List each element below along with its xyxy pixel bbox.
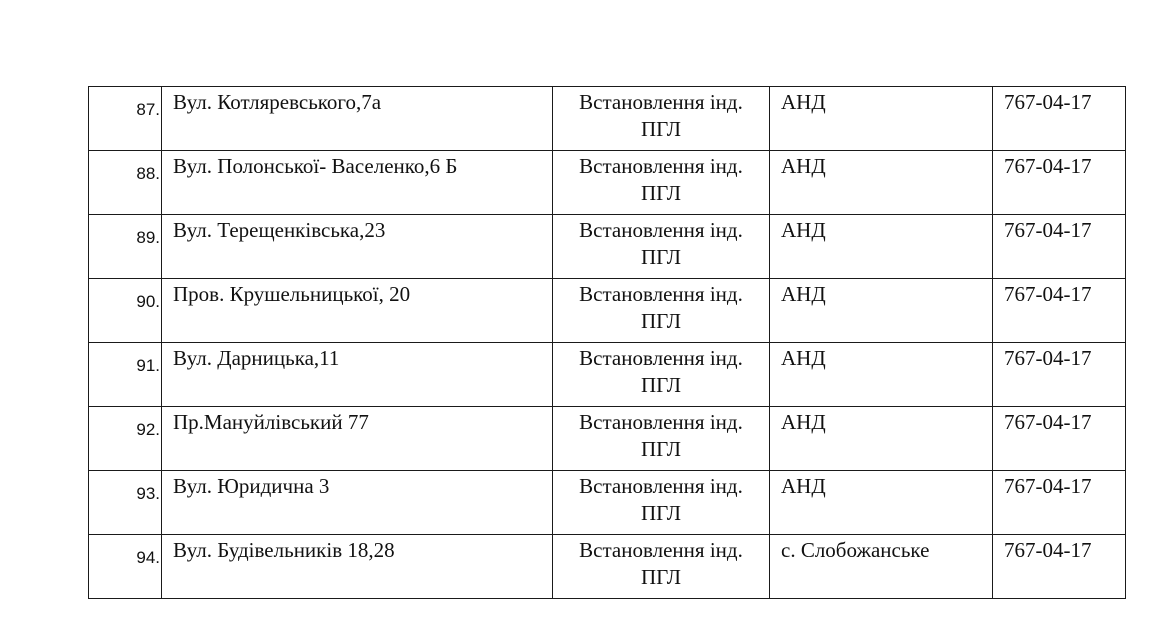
address-text: Вул. Юридична 3 [173, 474, 330, 498]
address-cell [162, 215, 553, 279]
table-row [89, 215, 1126, 279]
code-cell [993, 343, 1126, 407]
work-cell [553, 151, 770, 215]
row-number-cell [89, 407, 162, 471]
address-text: Пр.Мануйлівський 77 [173, 410, 369, 434]
customer-text: АНД [781, 410, 826, 434]
work-text: Встановлення інд. ПГЛ [579, 474, 743, 525]
customer-cell [770, 215, 993, 279]
customer-cell [770, 279, 993, 343]
code-cell [993, 279, 1126, 343]
code-cell [993, 535, 1126, 599]
work-cell [553, 471, 770, 535]
row-number: 89. [136, 228, 160, 247]
work-text: Встановлення інд. ПГЛ [579, 154, 743, 205]
customer-text: АНД [781, 346, 826, 370]
table-row [89, 407, 1126, 471]
customer-cell [770, 535, 993, 599]
work-cell [553, 343, 770, 407]
customer-text: АНД [781, 282, 826, 306]
customer-cell [770, 151, 993, 215]
customer-cell [770, 407, 993, 471]
work-cell [553, 215, 770, 279]
code-text: 767-04-17 [1004, 282, 1092, 306]
customer-cell [770, 343, 993, 407]
customer-text: АНД [781, 218, 826, 242]
work-cell [553, 535, 770, 599]
table-row [89, 151, 1126, 215]
row-number: 91. [136, 356, 160, 375]
code-text: 767-04-17 [1004, 154, 1092, 178]
address-text: Вул. Дарницька,11 [173, 346, 340, 370]
code-text: 767-04-17 [1004, 538, 1092, 562]
work-text: Встановлення інд. ПГЛ [579, 218, 743, 269]
address-text: Вул. Будівельників 18,28 [173, 538, 395, 562]
code-cell [993, 151, 1126, 215]
customer-cell [770, 87, 993, 151]
address-cell [162, 535, 553, 599]
row-number: 90. [136, 292, 160, 311]
row-number-cell [89, 535, 162, 599]
code-text: 767-04-17 [1004, 474, 1092, 498]
customer-cell [770, 471, 993, 535]
table-row [89, 343, 1126, 407]
address-cell [162, 279, 553, 343]
table-row [89, 471, 1126, 535]
document-table [88, 86, 1126, 599]
customer-text: АНД [781, 90, 826, 114]
code-cell [993, 471, 1126, 535]
code-cell [993, 215, 1126, 279]
row-number-cell [89, 87, 162, 151]
address-cell [162, 87, 553, 151]
work-text: Встановлення інд. ПГЛ [579, 538, 743, 589]
customer-text: АНД [781, 474, 826, 498]
address-text: Пров. Крушельницької, 20 [173, 282, 411, 306]
work-text: Встановлення інд. ПГЛ [579, 410, 743, 461]
address-cell [162, 407, 553, 471]
code-text: 767-04-17 [1004, 90, 1092, 114]
table-row [89, 535, 1126, 599]
code-text: 767-04-17 [1004, 218, 1092, 242]
customer-text: с. Слобожанське [781, 538, 930, 562]
code-cell [993, 407, 1126, 471]
work-cell [553, 279, 770, 343]
row-number-cell [89, 471, 162, 535]
row-number-cell [89, 151, 162, 215]
code-text: 767-04-17 [1004, 346, 1092, 370]
address-text: Вул. Терещенківська,23 [173, 218, 386, 242]
address-text: Вул. Котляревського,7а [173, 90, 382, 114]
address-cell [162, 151, 553, 215]
table-row [89, 87, 1126, 151]
work-text: Встановлення інд. ПГЛ [579, 282, 743, 333]
row-number: 93. [136, 484, 160, 503]
row-number: 92. [136, 420, 160, 439]
address-cell [162, 343, 553, 407]
address-cell [162, 471, 553, 535]
work-cell [553, 87, 770, 151]
row-number-cell [89, 343, 162, 407]
row-number: 87. [136, 100, 160, 119]
row-number: 88. [136, 164, 160, 183]
row-number-cell [89, 215, 162, 279]
customer-text: АНД [781, 154, 826, 178]
work-cell [553, 407, 770, 471]
row-number: 94. [136, 548, 160, 567]
work-text: Встановлення інд. ПГЛ [579, 346, 743, 397]
address-text: Вул. Полонської- Васеленко,6 Б [173, 154, 458, 178]
work-text: Встановлення інд. ПГЛ [579, 90, 743, 141]
table-row [89, 279, 1126, 343]
row-number-cell [89, 279, 162, 343]
code-text: 767-04-17 [1004, 410, 1092, 434]
code-cell [993, 87, 1126, 151]
